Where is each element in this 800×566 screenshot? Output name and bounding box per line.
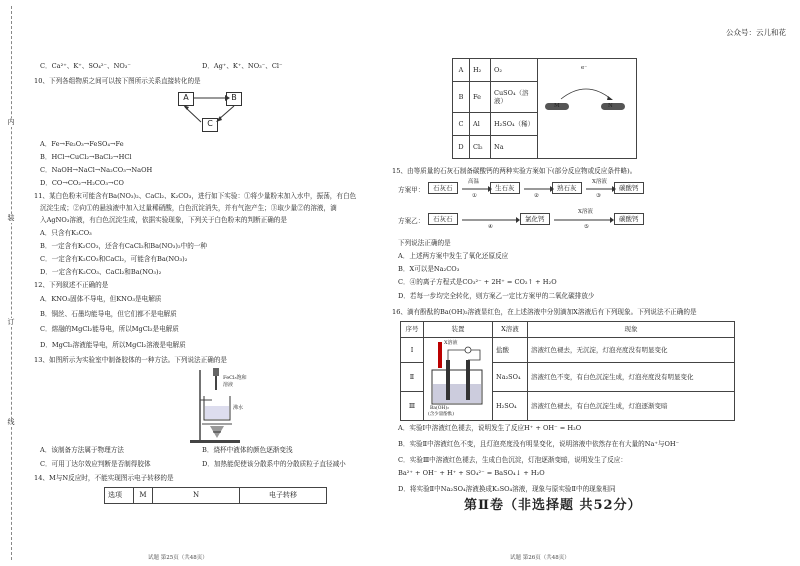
q15-plan-a-step4: 碳酸钙: [614, 182, 644, 194]
q14-table-header: [104, 487, 327, 504]
q14-row-b-m: Fe: [470, 82, 491, 113]
q13-option-a: A．该制备方法属于物理方法: [40, 446, 124, 454]
q14-head-option: 选项: [105, 488, 134, 504]
left-footer: 试题 第25页（共48页）: [148, 555, 208, 562]
q14-row-a-n: O₂: [491, 59, 538, 82]
right-footer: 试题 第26页（共48页）: [510, 555, 570, 562]
q16-head-phenomenon: 现象: [528, 322, 735, 338]
q14-row-c-option: C: [453, 113, 470, 136]
q11-option-d: D．一定含有K₂CO₃、CaCl₂和Ba(NO₃)₂: [40, 268, 162, 276]
binding-margin: [0, 0, 22, 566]
binding-char: 线: [7, 418, 15, 426]
q16-head-device: 装置: [424, 322, 493, 338]
q15-option-a: A．上述两方案中发生了氧化还原反应: [398, 252, 509, 260]
q11-option-b: B．一定含有K₂CO₃，还含有CaCl₂和Ba(NO₃)₂中的一种: [40, 242, 207, 250]
q13-stem: 13、如图所示为实验室中制备胶体的一种方法。下列说法正确的是: [34, 356, 228, 364]
q14-row-a-m: H₂: [470, 59, 491, 82]
section-title: 第Ⅱ卷（非选择题 共52分）: [464, 498, 642, 513]
q14-row-a-option: A: [453, 59, 470, 82]
q13-option-c: C．可用丁达尔效应判断是否制得胶体: [40, 460, 151, 468]
q15-option-b: B．X可以是Na₂CO₃: [398, 265, 460, 273]
q14-row-c-m: Al: [470, 113, 491, 136]
q15-option-c: C．④的离子方程式是CO₃²⁻ + 2H⁺ = CO₂↑ + H₂O: [398, 278, 557, 286]
q15-plan-a-label: 方案甲：: [398, 186, 425, 194]
binding-char: 装: [7, 214, 15, 222]
q16-option-d: D．将实验Ⅱ中Na₂SO₄溶液换成K₂SO₄溶液，现象与原实验Ⅱ中的现象相同: [398, 485, 616, 493]
q16-row3-x: H₂SO₄: [493, 392, 528, 421]
q16-table: [400, 321, 735, 421]
q15-plan-a-cond1: 高温: [468, 179, 480, 185]
q15-plan-a-num3: ③: [596, 193, 601, 199]
q15-plan-a-step3: 熟石灰: [552, 182, 582, 194]
q10-box-b: B: [226, 92, 242, 106]
q16-fig-solution: Ba(OH)₂: [430, 406, 449, 411]
q16-option-b: B．实验Ⅱ中溶液红色不变，且灯泡亮度没有明显变化，说明溶液中依然存在有大量的Na⁺与OH⁻: [398, 440, 680, 448]
q15-plan-b-cond2: X溶液: [578, 209, 593, 215]
q14-row-b-n: CuSO₄（溶液）: [491, 82, 538, 113]
q16-option-a: A．实验Ⅰ中溶液红色褪去，说明发生了反应H⁺ + OH⁻ = H₂O: [398, 424, 582, 432]
q12-stem: 12、下列叙述不正确的是: [34, 281, 109, 289]
q16-row1-x: 盐酸: [493, 338, 528, 363]
q15-plan-b-arrows: [458, 211, 618, 233]
q15-plan-b-num5: ⑤: [584, 224, 589, 230]
q13-label-solution: 溶液: [223, 382, 234, 388]
q15-plan-a-num1: ①: [472, 193, 477, 199]
q16-row3-no: Ⅲ: [401, 392, 424, 421]
q10-option-a: A．Fe→Fe₂O₃→FeSO₄→Fe: [40, 140, 124, 148]
q16-row2-x: Na₂SO₄: [493, 362, 528, 391]
q16-option-c-equation: Ba²⁺ + OH⁻ + H⁺ + SO₄²⁻ = BaSO₄↓ + H₂O: [398, 469, 545, 477]
binding-char: 内: [7, 118, 15, 126]
q14-row-d-m: Cl₂: [470, 136, 491, 159]
q16-row1-phenomenon: 溶液红色褪去，无沉淀，灯泡亮度没有明显变化: [528, 338, 735, 363]
header-right: 公众号：云儿和花: [726, 28, 786, 37]
q16-option-c: C．实验Ⅲ中溶液红色褪去，生成白色沉淀，灯泡逐渐变暗，说明发生了反应：: [398, 456, 627, 464]
q14-fig-n: N: [608, 103, 613, 109]
q15-plan-b-step1: 石灰石: [428, 213, 458, 225]
q15-intro: 下列说法正确的是: [398, 239, 451, 247]
q14-stem: 14、M与N反应时，不能实现图示电子转移的是: [34, 474, 174, 482]
q15-plan-b-label: 方案乙：: [398, 217, 425, 225]
q15-plan-a-step2: 生石灰: [490, 182, 520, 194]
q15-plan-b-step2: 氯化钙: [520, 213, 550, 225]
q12-option-b: B．铜丝、石墨均能导电，但它们都不是电解质: [40, 310, 177, 318]
q11-stem-line3: 入AgNO₃溶液，有白色沉淀生成，依据实验现象，下列关于白色粉末的判断正确的是: [40, 216, 287, 224]
q14-head-transfer: 电子转移: [240, 488, 327, 504]
q15-plan-a-step1: 石灰石: [428, 182, 458, 194]
q15-plan-a-num2: ②: [534, 193, 539, 199]
q14-row-d-option: D: [453, 136, 470, 159]
q9-option-d: D．Ag⁺、K⁺、NO₃⁻、Cl⁻: [202, 62, 283, 70]
q12-option-a: A．KNO₃固体不导电，但KNO₃是电解质: [40, 295, 162, 303]
q14-row-d-n: Na: [491, 136, 538, 159]
q14-head-n: N: [153, 488, 240, 504]
q11-stem-line1: 11、某白色粉末可能含有Ba(NO₃)₂、CaCl₂、K₂CO₃，进行如下实验：①将少量粉末加入水中，振荡，有白色: [34, 192, 357, 200]
q14-row-c-n: H₂SO₄（稀）: [491, 113, 538, 136]
binding-char: 订: [7, 318, 15, 326]
q16-fig-x-label: X溶液: [444, 340, 458, 346]
q10-option-b: B．HCl→CuCl₂→BaCl₂→HCl: [40, 153, 132, 161]
q15-plan-b-num4: ④: [488, 224, 493, 230]
right-column: [392, 0, 787, 566]
q10-box-a: A: [178, 92, 194, 106]
q16-row2-no: Ⅱ: [401, 362, 424, 391]
q10-option-d: D．CO→CO₂→H₂CO₃→CO: [40, 179, 124, 187]
q16-head-no: 序号: [401, 322, 424, 338]
q15-plan-a-cond3: X溶液: [592, 179, 607, 185]
q13-label-fecl3: FeCl₃饱和: [223, 375, 247, 381]
q16-row2-phenomenon: 溶液红色不变，有白色沉淀生成，灯泡亮度没有明显变化: [528, 362, 735, 391]
q14-fig-electron: e⁻: [581, 65, 588, 71]
q11-option-a: A．只含有K₂CO₃: [40, 229, 92, 237]
q12-option-d: D．MgCl₂溶液能导电，所以MgCl₂溶液是电解质: [40, 341, 186, 349]
q14-fig-m: M: [554, 103, 560, 109]
q14-head-m: M: [134, 488, 153, 504]
q11-stem-line2: 沉淀生成；②向①的悬浊液中加入过量稀硝酸，白色沉淀消失，并有气泡产生；③取少量②的溶液，滴: [40, 204, 337, 212]
q16-stem: 16、滴有酚酞的Ba(OH)₂溶液显红色，在上述溶液中分别滴加X溶液后有下列现象。下列说法不正确的是: [392, 308, 697, 316]
q10-box-c: C: [202, 118, 218, 132]
q9-option-c: C．Ca²⁺、K⁺、SO₄²⁻、NO₃⁻: [40, 62, 131, 70]
q15-option-d: D．若每一步均完全转化，则方案乙一定比方案甲的二氧化碳排放少: [398, 292, 595, 300]
q12-option-c: C．熔融的MgCl₂能导电，所以MgCl₂是电解质: [40, 325, 179, 333]
q14-electron-figure-cell: [538, 59, 637, 159]
q16-head-x: X溶液: [493, 322, 528, 338]
binding-dashed-line: [11, 6, 12, 560]
q16-fig-solution-note: (含少量酚酞): [428, 412, 455, 417]
q13-option-d: D．加热能促使该分散系中的分散质粒子直径减小: [202, 460, 346, 468]
q16-row3-phenomenon: 溶液红色褪去，有白色沉淀生成，灯泡逐渐变暗: [528, 392, 735, 421]
q10-option-c: C．NaOH→NaCl→Na₂CO₃→NaOH: [40, 166, 153, 174]
q14-row-b-option: B: [453, 82, 470, 113]
q14-table-body: [452, 58, 637, 159]
q11-option-c: C．一定含有K₂CO₃和CaCl₂，可能含有Ba(NO₃)₂: [40, 255, 188, 263]
q10-stem: 10、下列各组物质之间可以按下图所示关系直接转化的是: [34, 77, 201, 85]
q13-option-b: B．烧杯中液体的颜色逐渐变浅: [202, 446, 293, 454]
q16-row1-no: Ⅰ: [401, 338, 424, 363]
q10-arrows: [170, 88, 250, 138]
q15-stem: 15、由等质量的石灰石制备碳酸钙的两种实验方案如下(部分反应物或反应条件略)。: [392, 167, 637, 175]
left-column: [30, 0, 370, 566]
q16-device-cell: [424, 338, 493, 421]
q13-label-water: 沸水: [233, 405, 244, 411]
q15-plan-b-step3: 碳酸钙: [614, 213, 644, 225]
